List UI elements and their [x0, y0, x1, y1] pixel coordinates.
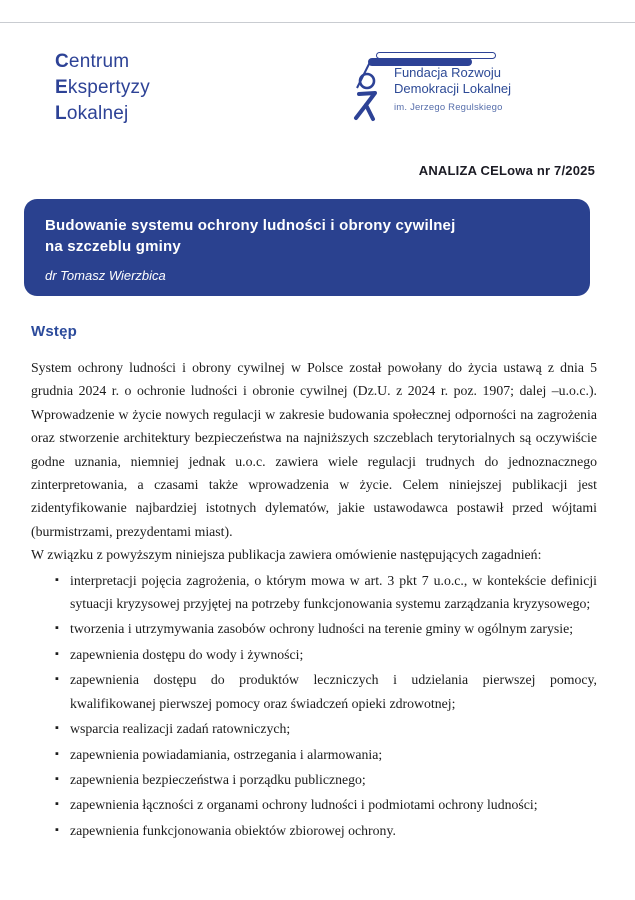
list-item: ▪ interpretacji pojęcia zagrożenia, o którym mowa w art. 3 pkt 7 u.o.c., w kontekście definicji sytuacji kryzysowej przyjętej na potrzeby funkcjonowania systemu zarządzania kryzysowego;: [31, 569, 597, 616]
article-title-line2: na szczeblu gminy: [45, 238, 181, 255]
frdl-text-block: [394, 65, 511, 113]
list-item: ▪ zapewnienia powiadamiania, ostrzegania i alarmowania;: [31, 743, 597, 766]
cel-logo-line3: [55, 101, 150, 127]
frdl-name-line1: Fundacja Rozwoju: [394, 65, 501, 80]
cel-initial-c: C: [55, 51, 69, 72]
list-item: ▪ zapewnienia bezpieczeństwa i porządku publicznego;: [31, 768, 597, 791]
frdl-name-line2: Demokracji Lokalnej: [394, 81, 512, 96]
list-item: ▪ zapewnienia funkcjonowania obiektów zbiorowej ochrony.: [31, 819, 597, 842]
frdl-subtitle: im. Jerzego Regulskiego: [394, 102, 503, 113]
paragraph-intro: System ochrony ludności i obrony cywilnej w Polsce został powołany do życia ustawą z dnia 5 grudnia 2024 r. o ochronie ludności i obronie cywilnej (Dz.U. z 2024 r. poz. 1907; dalej –u.o.c.). Wprowadzenie w życie nowych regulacji w zakresie budowania społecznej odporności na zagrożenia oraz stworzenie architektury bezpieczeństwa na najniższych szczeblach terytorialnych są oczywiście godne uznania, niemniej jednak u.o.c. zawiera wiele regulacji trudnych do jednoznacznego zinterpretowania, a czasami także wprowadzenia w życie. Celem niniejszej publikacji jest zidentyfikowanie najbardziej istotnych dylematów, jakie ustawodawca postawił przed wójtami (burmistrzami, prezydentami miast).: [31, 360, 597, 539]
cel-rest-3: okalnej: [66, 103, 129, 124]
list-item: ▪ zapewnienia dostępu do produktów leczniczych i udzielania pierwszej pomocy, kwalifikowanej pierwszej pomocy oraz świadczeń opieki zdrowotnej;: [31, 668, 597, 715]
cel-logo-line2: [55, 75, 150, 101]
list-item: ▪ zapewnienia dostępu do wody i żywności;: [31, 643, 597, 666]
cel-initial-e: E: [55, 77, 68, 98]
cel-logo-line1: [55, 49, 150, 75]
cel-rest-2: kspertyzy: [67, 77, 150, 98]
cel-rest-1: entrum: [68, 51, 130, 72]
list-item: ▪ tworzenia i utrzymywania zasobów ochrony ludności na terenie gminy w ogólnym zarysie;: [31, 617, 597, 640]
frdl-figure-icon: [350, 60, 386, 122]
top-divider-line: [0, 22, 635, 23]
article-body: [31, 356, 597, 844]
frdl-logo: [350, 52, 560, 124]
cel-logo: [55, 49, 150, 127]
paragraph-list-lead: W związku z powyższym niniejsza publikacja zawiera omówienie następujących zagadnień:: [31, 547, 542, 563]
title-box: [24, 199, 590, 296]
list-item: ▪ zapewnienia łączności z organami ochrony ludności i podmiotami ochrony ludności;: [31, 793, 597, 816]
issue-label: ANALIZA CELowa nr 7/2025: [418, 163, 595, 178]
section-heading: Wstęp: [31, 323, 77, 340]
article-title-line1: Budowanie systemu ochrony ludności i obrony cywilnej: [45, 217, 456, 234]
article-author: dr Tomasz Wierzbica: [45, 268, 166, 283]
list-item: ▪ wsparcia realizacji zadań ratowniczych;: [31, 717, 597, 740]
topics-bullet-list: [31, 569, 597, 842]
cel-initial-l: L: [55, 103, 67, 124]
